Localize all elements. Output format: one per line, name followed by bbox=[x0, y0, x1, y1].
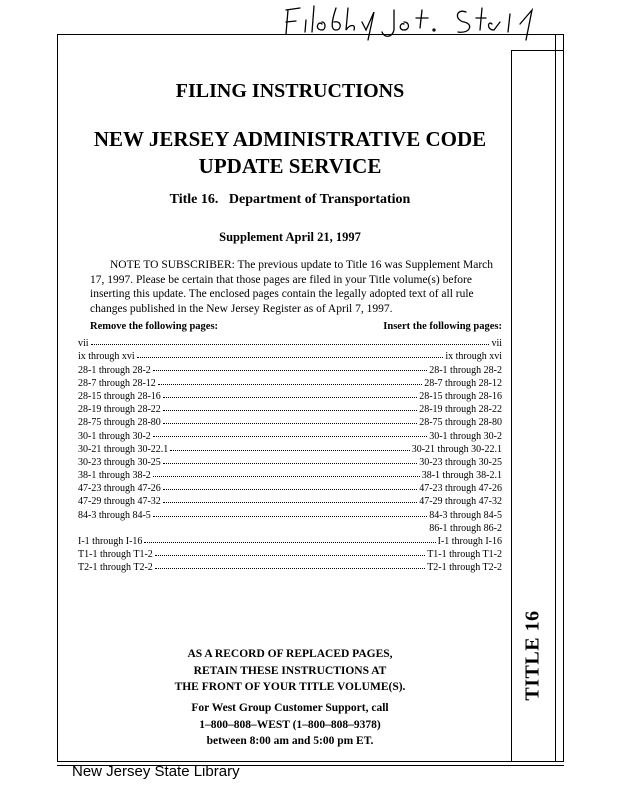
dot-leader bbox=[158, 384, 422, 385]
remove-pages: 30-23 through 30-25 bbox=[78, 456, 161, 468]
insert-pages: 30-1 through 30-2 bbox=[429, 430, 502, 442]
page-row bbox=[78, 415, 502, 428]
pages-list bbox=[78, 336, 502, 573]
page-row bbox=[78, 521, 502, 534]
title-tab bbox=[511, 600, 555, 710]
insert-pages: 30-21 through 30-22.1 bbox=[411, 443, 502, 455]
remove-pages: I-1 through I-16 bbox=[78, 536, 143, 547]
remove-pages: 47-23 through 47-26 bbox=[78, 483, 161, 495]
remove-pages: 47-29 through 47-32 bbox=[78, 496, 161, 508]
page-row bbox=[78, 507, 502, 520]
page-row bbox=[78, 547, 502, 560]
dot-leader bbox=[155, 555, 425, 556]
remove-pages: 38-1 through 38-2 bbox=[78, 470, 151, 482]
title-subject: Title 16. Department of Transportation bbox=[169, 192, 411, 207]
remove-pages: 28-7 through 28-12 bbox=[78, 377, 156, 389]
remove-pages: 28-75 through 28-80 bbox=[78, 417, 161, 429]
remove-pages: ix through xvi bbox=[78, 351, 135, 363]
tab-divider-right bbox=[555, 34, 556, 762]
dot-leader bbox=[153, 516, 427, 517]
dot-leader bbox=[153, 436, 427, 437]
insert-pages: T2-1 through T2-2 bbox=[427, 562, 502, 574]
dot-leader bbox=[170, 450, 409, 451]
remove-pages: 28-1 through 28-2 bbox=[78, 364, 151, 376]
remove-pages: 84-3 through 84-5 bbox=[78, 509, 151, 521]
page-row bbox=[78, 336, 502, 349]
customer-support-line: 1–800–808–WEST (1–800–808–9378) bbox=[199, 718, 381, 731]
page-row bbox=[78, 481, 502, 494]
insert-pages: 84-3 through 84-5 bbox=[429, 509, 502, 521]
dot-leader bbox=[155, 568, 425, 569]
page-heading: FILING INSTRUCTIONS bbox=[175, 80, 405, 102]
pages-list-header bbox=[90, 321, 502, 332]
remove-pages: 28-19 through 28-22 bbox=[78, 404, 161, 416]
dot-leader bbox=[153, 370, 427, 371]
insert-pages: 28-7 through 28-12 bbox=[424, 377, 502, 389]
record-instruction-line: AS A RECORD OF REPLACED PAGES, bbox=[187, 648, 393, 660]
supplement-date: Supplement April 21, 1997 bbox=[219, 230, 361, 244]
page-row bbox=[78, 362, 502, 375]
dot-leader bbox=[163, 410, 417, 411]
customer-support-line: between 8:00 am and 5:00 pm ET. bbox=[206, 735, 374, 747]
customer-support-line: For West Group Customer Support, call bbox=[191, 702, 389, 714]
record-instruction-line: THE FRONT OF YOUR TITLE VOLUME(S). bbox=[174, 681, 406, 693]
subscriber-note bbox=[90, 258, 500, 316]
insert-pages: 86-1 through 86-2 bbox=[429, 522, 502, 534]
insert-pages: T1-1 through T1-2 bbox=[427, 549, 502, 561]
dot-leader bbox=[163, 489, 417, 490]
remove-pages: T2-1 through T2-2 bbox=[78, 562, 153, 574]
page-row bbox=[78, 455, 502, 468]
insert-pages: 47-29 through 47-32 bbox=[419, 496, 502, 508]
tab-divider-top bbox=[511, 50, 564, 51]
title-tab-label: TITLE 16 bbox=[521, 609, 544, 701]
insert-pages: vii bbox=[491, 338, 502, 350]
remove-pages: T1-1 through T1-2 bbox=[78, 549, 153, 561]
remove-pages: 28-15 through 28-16 bbox=[78, 390, 161, 402]
page-row bbox=[78, 428, 502, 441]
page-row bbox=[78, 402, 502, 415]
page-row bbox=[78, 389, 502, 402]
insert-pages: 28-19 through 28-22 bbox=[419, 404, 502, 416]
page-row bbox=[78, 349, 502, 362]
insert-pages: 47-23 through 47-26 bbox=[419, 483, 502, 495]
dot-leader bbox=[137, 357, 444, 358]
page-row bbox=[78, 442, 502, 455]
dot-leader bbox=[91, 344, 490, 345]
page-row bbox=[78, 560, 502, 573]
remove-pages: 30-21 through 30-22.1 bbox=[78, 443, 169, 455]
page-row bbox=[78, 468, 502, 481]
insert-pages: I-1 through I-16 bbox=[437, 536, 502, 547]
insert-pages: ix through xvi bbox=[445, 351, 502, 363]
remove-header: Remove the following pages: bbox=[90, 321, 219, 332]
dot-leader bbox=[163, 397, 417, 398]
document-title-line: NEW JERSEY ADMINISTRATIVE CODE bbox=[93, 127, 487, 151]
library-footer: New Jersey State Library bbox=[72, 763, 240, 780]
record-instruction-line: RETAIN THESE INSTRUCTIONS AT bbox=[193, 664, 387, 677]
page-row bbox=[78, 494, 502, 507]
dot-leader bbox=[153, 476, 420, 477]
page-row bbox=[78, 534, 502, 547]
insert-pages: 28-1 through 28-2 bbox=[429, 364, 502, 376]
dot-leader bbox=[144, 542, 435, 543]
dot-leader bbox=[163, 423, 417, 424]
page-row bbox=[78, 376, 502, 389]
dot-leader bbox=[163, 463, 417, 464]
document-title-line: UPDATE SERVICE bbox=[198, 154, 382, 178]
insert-pages: 38-1 through 38-2.1 bbox=[421, 470, 502, 482]
dot-leader bbox=[163, 502, 417, 503]
customer-support bbox=[70, 700, 510, 750]
insert-pages: 28-75 through 28-80 bbox=[419, 417, 502, 429]
insert-header: Insert the following pages: bbox=[383, 321, 502, 332]
document-title bbox=[70, 126, 510, 180]
remove-pages: 30-1 through 30-2 bbox=[78, 430, 151, 442]
subscriber-note-text: NOTE TO SUBSCRIBER: The previous update to Title 16 was Supplement March 17, 1997. Please be certain that those pages are filed in your Title volume(s) before inserting this update. The enclosed pages contain the legally adopted text of all rule changes published in the New Jersey Register as of April 7, 1997. bbox=[90, 259, 494, 315]
insert-pages: 30-23 through 30-25 bbox=[419, 456, 502, 468]
remove-pages: vii bbox=[78, 338, 89, 350]
insert-pages: 28-15 through 28-16 bbox=[419, 390, 502, 402]
record-instruction bbox=[70, 646, 510, 696]
